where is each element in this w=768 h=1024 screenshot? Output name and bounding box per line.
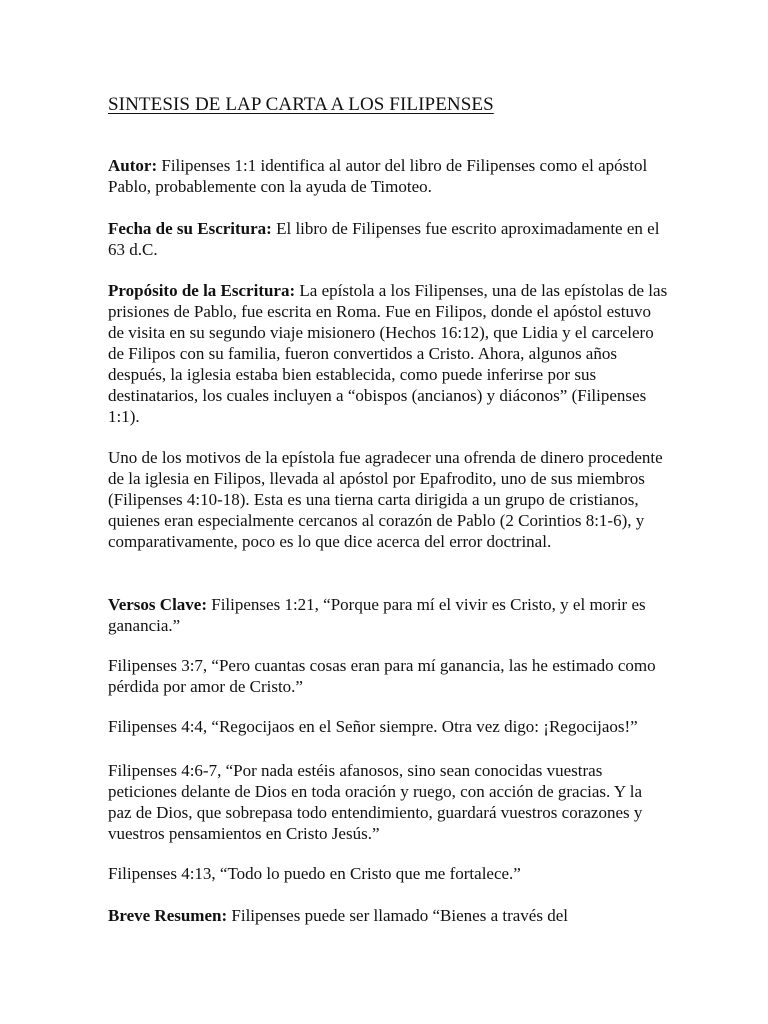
label-versos-clave: Versos Clave: — [108, 595, 207, 614]
label-proposito: Propósito de la Escritura: — [108, 281, 296, 300]
paragraph-filipenses-4-6-7 — [108, 760, 668, 844]
paragraph-filipenses-4-4 — [108, 716, 668, 737]
paragraph-versos-clave — [108, 594, 668, 636]
label-fecha: Fecha de su Escritura: — [108, 219, 272, 238]
paragraph-breve-resumen — [108, 905, 668, 926]
text-fecha: El libro de Filipenses fue escrito aproximadamente en el 63 d.C. — [108, 219, 660, 259]
text-filipenses-4-4: Filipenses 4:4, “Regocijaos en el Señor siempre. Otra vez digo: ¡Regocijaos!” — [108, 717, 638, 736]
text-breve-resumen: Filipenses puede ser llamado “Bienes a través del — [231, 906, 568, 925]
text-proposito: La epístola a los Filipenses, una de las epístolas de las prisiones de Pablo, fue escrita en Roma. Fue en Filipos, donde el apóstol estuvo de visita en su segundo viaje misionero (Hechos 16:12), que Lidia y el carcelero de Filipos con su familia, fueron convertidos a Cristo. Ahora, algunos años después, la iglesia estaba bien establecida, como puede inferirse por sus destinatarios, los cuales incluyen a “obispos (ancianos) y diáconos” (Filipenses 1:1). — [108, 281, 668, 426]
paragraph-filipenses-4-13 — [108, 863, 668, 884]
document-title: SINTESIS DE LAP CARTA A LOS FILIPENSES — [108, 94, 494, 115]
text-autor: Filipenses 1:1 identifica al autor del libro de Filipenses como el apóstol Pablo, probablemente con la ayuda de Timoteo. — [108, 156, 648, 196]
paragraph-autor — [108, 155, 668, 197]
paragraph-proposito — [108, 280, 668, 427]
text-motivos: Uno de los motivos de la epístola fue agradecer una ofrenda de dinero procedente de la iglesia en Filipos, llevada al apóstol por Epafrodito, uno de sus miembros (Filipenses 4:10-18). Esta es una tierna carta dirigida a un grupo de cristianos, quienes eran especialmente cercanos al corazón de Pablo (2 Corintios 8:1-6), y comparativamente, poco es lo que dice acerca del error doctrinal. — [108, 448, 663, 551]
text-filipenses-3-7: Filipenses 3:7, “Pero cuantas cosas eran para mí ganancia, las he estimado como pérdida por amor de Cristo.” — [108, 656, 656, 696]
paragraph-filipenses-3-7 — [108, 655, 668, 697]
paragraph-fecha — [108, 218, 668, 260]
label-autor: Autor: — [108, 156, 158, 175]
paragraph-motivos — [108, 447, 668, 552]
text-versos-clave: Filipenses 1:21, “Porque para mí el vivir es Cristo, y el morir es ganancia.” — [108, 595, 646, 635]
label-breve-resumen: Breve Resumen: — [108, 906, 228, 925]
text-filipenses-4-13: Filipenses 4:13, “Todo lo puedo en Cristo que me fortalece.” — [108, 864, 521, 883]
text-filipenses-4-6-7: Filipenses 4:6-7, “Por nada estéis afanosos, sino sean conocidas vuestras peticiones delante de Dios en toda oración y ruego, con acción de gracias. Y la paz de Dios, que sobrepasa todo entendimiento, guardará vuestros corazones y vuestros pensamientos en Cristo Jesús.” — [108, 761, 643, 843]
